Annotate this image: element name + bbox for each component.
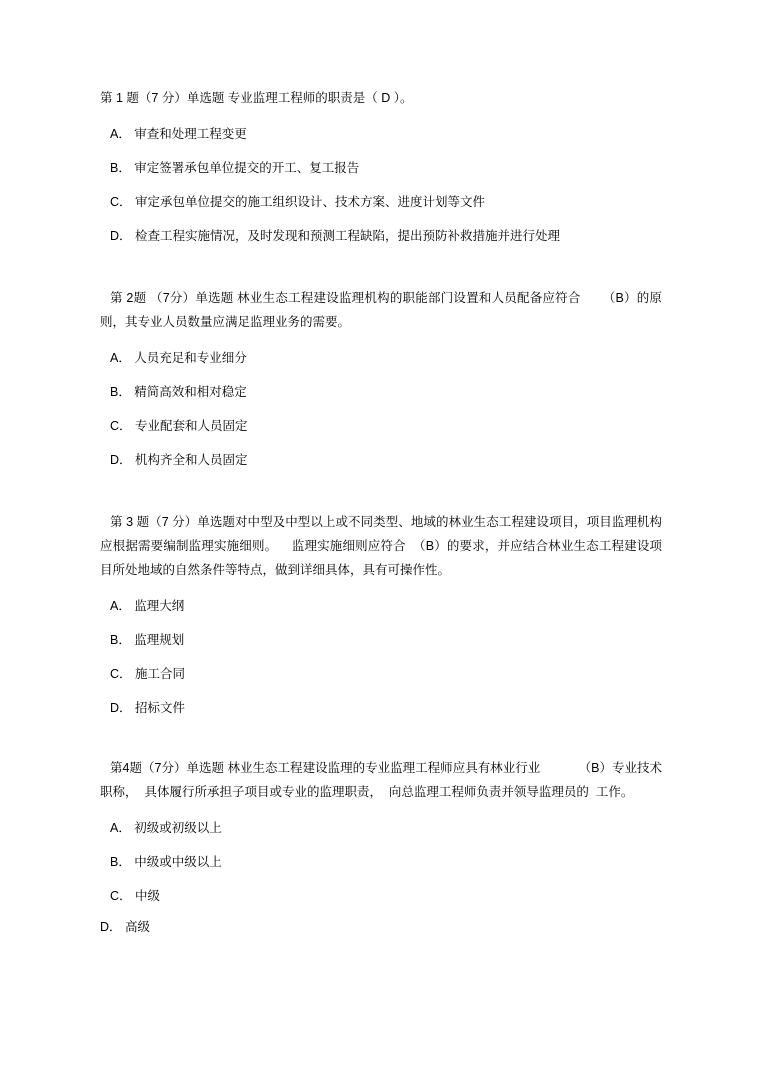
question-option: C． 审定承包单位提交的施工组织设计、技术方案、进度计划等文件 [110,195,486,209]
question-option: A． 审查和处理工程变更 [110,127,247,141]
question-option: D． 检查工程实施情况，及时发现和预测工程缺陷，提出预防补救措施并进行处理 [110,229,561,243]
question-option: A． 人员充足和专业细分 [110,351,247,365]
question-option: D． 高级 [100,920,151,934]
question-block [100,756,662,937]
question-option: C． 施工合同 [110,667,186,681]
question-option: B． 审定签署承包单位提交的开工、复工报告 [110,161,360,175]
question-option: D． 招标文件 [110,701,186,715]
question-block [100,86,662,246]
question-option: B． 中级或中级以上 [110,855,222,869]
question-block [100,510,662,718]
question-option: B． 精简高效和相对稳定 [110,385,247,399]
question-stem: 第 1 题（7 分）单选题 专业监理工程师的职责是（ D ）。 [100,91,413,105]
question-option: A． 初级或初级以上 [110,821,222,835]
document-content [100,86,662,951]
question-stem: 第4题（7分）单选题 林业生态工程建设监理的专业监理工程师应具有林业行业 （B）专业技术职称， 具体履行所承担子项目或专业的监理职责， 向总监理工程师负责并领导监理员的 工作。 [100,761,662,799]
question-option: D． 机构齐全和人员固定 [110,453,248,467]
question-stem: 第 2题 （7分）单选题 林业生态工程建设监理机构的职能部门设置和人员配备应符合 （B）的原则，其专业人员数量应满足监理业务的需要。 [100,291,662,329]
question-stem: 第 3 题（7 分）单选题对中型及中型以上或不同类型、地域的林业生态工程建设项目，项目监理机构应根据需要编制监理实施细则。 监理实施细则应符合 （B）的要求，并应结合林业生态工程建设项目所处地域的自然条件等特点，做到详细具体，具有可操作性。 [100,515,662,577]
question-option: B． 监理规划 [110,633,185,647]
question-option: C． 专业配套和人员固定 [110,419,248,433]
question-option: A． 监理大纲 [110,599,185,613]
question-block [100,286,662,470]
question-option: C． 中级 [110,889,161,903]
